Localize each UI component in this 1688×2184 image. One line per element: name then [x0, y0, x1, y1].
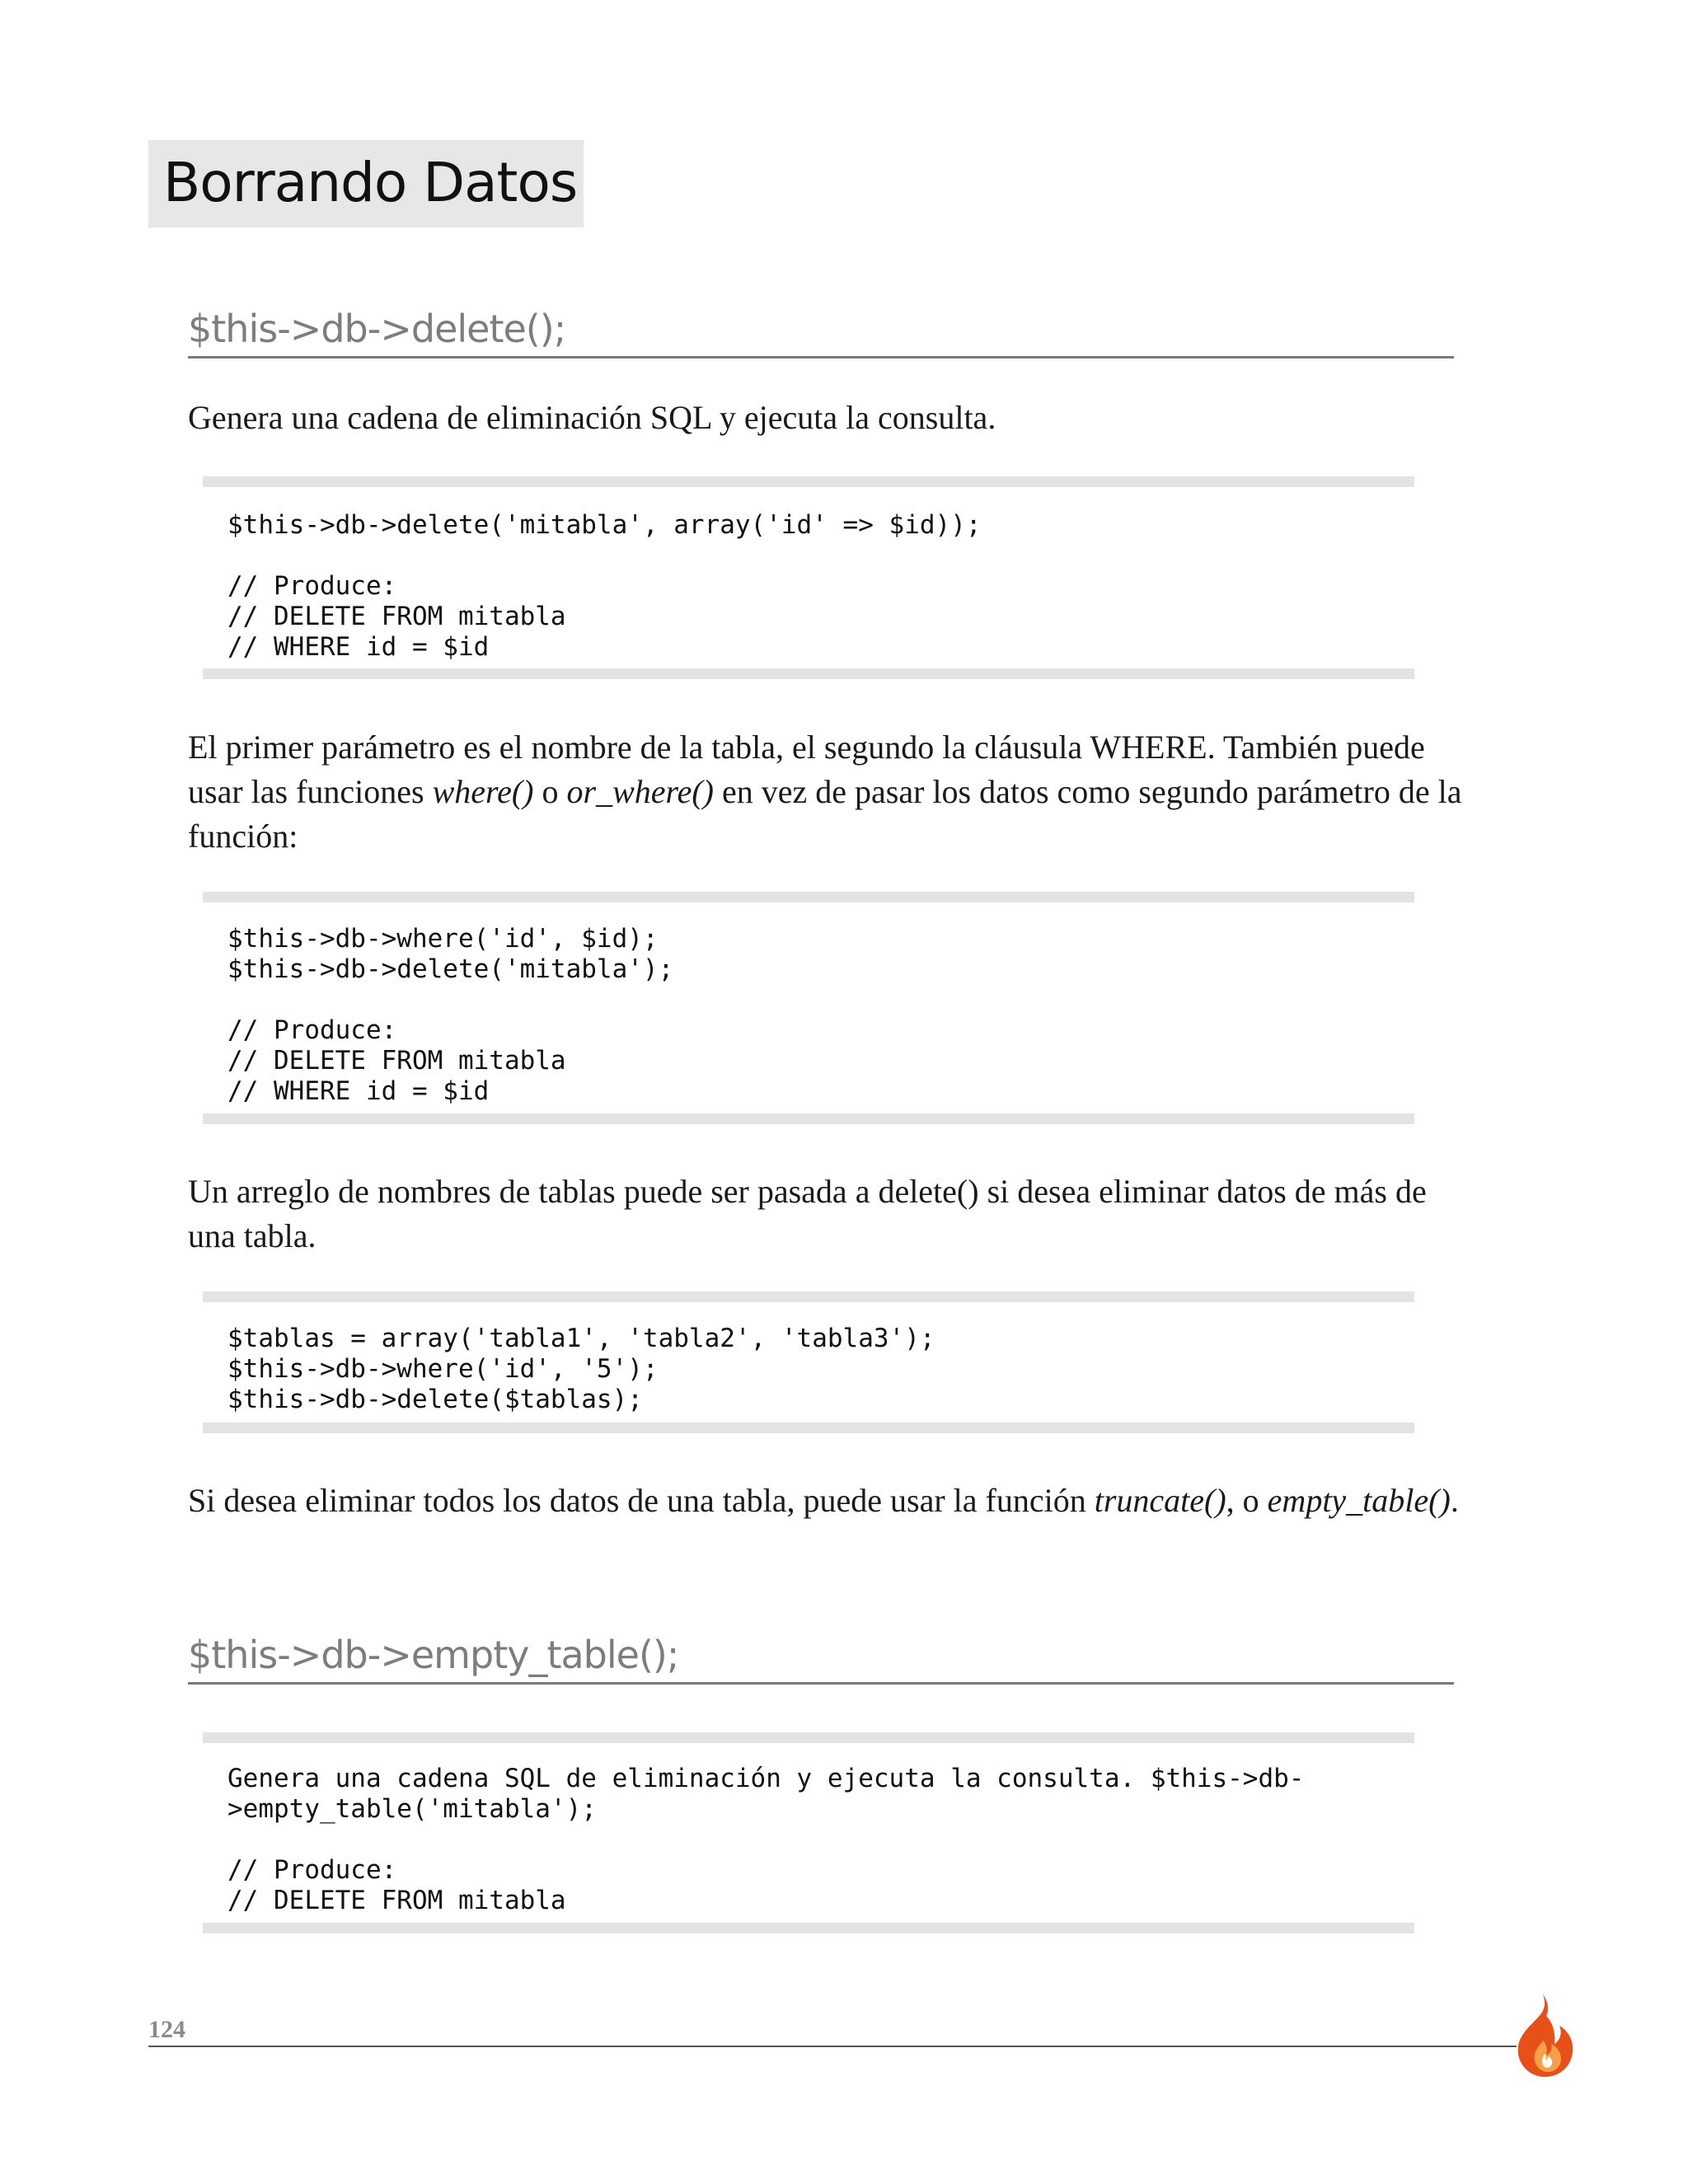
code-block-empty-table — [203, 1732, 1414, 1933]
section-heading-empty-table: $this->db->empty_table(); — [188, 1633, 1454, 1685]
code-text: $this->db->delete('mitabla', array('id' => $id)); // Produce: // DELETE FROM mitabla // WHERE id = $id — [227, 510, 982, 662]
inline-function-where: where() — [432, 773, 534, 810]
page-number: 124 — [148, 2016, 185, 2043]
text: Si desea eliminar todos los datos de una tabla, puede usar la función — [188, 1482, 1095, 1519]
text: o — [533, 773, 567, 810]
text: en vez de pasar los datos como segundo parámetro de la función: — [188, 773, 1462, 855]
inline-function-or-where: or_where() — [566, 773, 714, 810]
code-block-delete-where — [203, 892, 1414, 1124]
truncate-paragraph — [188, 1479, 1474, 1523]
text: El primer parámetro es el nombre de la tabla, el segundo la cláusula WHERE. También puede usar las funciones — [188, 729, 1425, 810]
code-block-delete-basic — [203, 476, 1414, 679]
chapter-title: Borrando Datos — [163, 151, 578, 214]
inline-function-empty-table: empty_table() — [1267, 1482, 1451, 1519]
text: , o — [1226, 1482, 1268, 1519]
delete-where-paragraph — [188, 725, 1474, 859]
delete-array-paragraph: Un arreglo de nombres de tablas puede ser pasada a delete() si desea eliminar datos de más de una tabla. — [188, 1173, 1427, 1254]
delete-intro-text: Genera una cadena de eliminación SQL y ejecuta la consulta. — [188, 399, 996, 436]
text: . — [1450, 1482, 1459, 1519]
section-heading-delete: $this->db->delete(); — [188, 307, 1454, 359]
code-text: $this->db->where('id', $id); $this->db->delete('mitabla'); // Produce: // DELETE FROM mitabla // WHERE id = $id — [227, 924, 674, 1106]
code-text: $tablas = array('tabla1', 'tabla2', 'tabla3'); $this->db->where('id', '5'); $this->db->delete($tablas); — [227, 1324, 935, 1414]
codeigniter-flame-icon — [1505, 1993, 1581, 2079]
code-text: Genera una cadena SQL de eliminación y ejecuta la consulta. $this->db- >empty_table('mitabla'); // Produce: // DELETE FROM mitabla — [227, 1764, 1305, 1915]
code-block-delete-multiple-tables — [203, 1291, 1414, 1433]
footer-rule — [148, 2046, 1517, 2047]
inline-function-truncate: truncate() — [1094, 1482, 1226, 1519]
